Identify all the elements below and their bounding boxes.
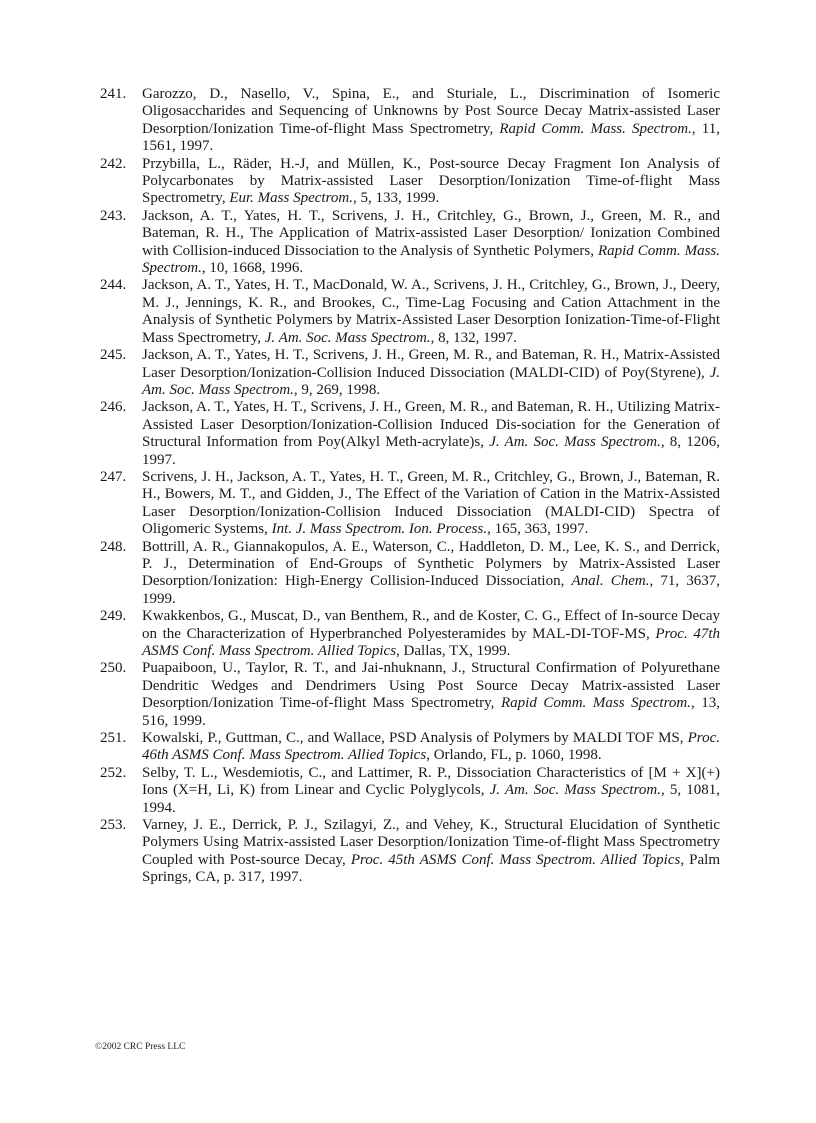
reference-segment: Jackson, A. T., Yates, H. T., Scrivens, J. H., Green, M. R., and Bateman, R. H., Matrix-Assisted Laser Desorption/Ionization-Collision Induced Dissociation (MALDI-CID) of Poy(Styrene), bbox=[142, 347, 720, 381]
reference-source: Rapid Comm. Mass. Spectrom. bbox=[142, 242, 721, 277]
reference-number: 246. bbox=[100, 399, 127, 416]
reference-number: 244. bbox=[100, 277, 127, 294]
reference-segment: Przybilla, L., Räder, H.-J, and Müllen, K., Post-source Decay Fragment Ion Analysis of Polycarbonates by Matrix-assisted Laser Desorption/Ionization Time-of-flight Mass Spectrometry, bbox=[142, 155, 720, 207]
reference-text bbox=[142, 347, 720, 398]
reference-text bbox=[142, 539, 720, 607]
reference-text bbox=[142, 156, 720, 207]
reference-number: 250. bbox=[100, 660, 127, 677]
reference-item bbox=[94, 347, 720, 399]
reference-source: J. Am. Soc. Mass Spectrom. bbox=[264, 329, 431, 346]
reference-list bbox=[94, 86, 720, 887]
reference-text bbox=[142, 277, 720, 345]
reference-number: 251. bbox=[100, 730, 127, 747]
reference-segment: , 5, 1081, 1994. bbox=[142, 782, 721, 816]
copyright-footer: ©2002 CRC Press LLC bbox=[95, 1042, 186, 1052]
reference-number: 245. bbox=[100, 347, 127, 364]
reference-segment: , 5, 133, 1999. bbox=[352, 190, 440, 207]
reference-segment: , 9, 269, 1998. bbox=[293, 381, 381, 398]
reference-text bbox=[142, 208, 720, 276]
reference-number: 249. bbox=[100, 608, 127, 625]
reference-segment: , 165, 363, 1997. bbox=[487, 521, 589, 538]
reference-item bbox=[94, 765, 720, 817]
reference-number: 242. bbox=[100, 155, 127, 172]
reference-segment: , Dallas, TX, 1999. bbox=[396, 643, 511, 659]
reference-segment: , 8, 132, 1997. bbox=[430, 329, 517, 346]
reference-text bbox=[142, 660, 720, 728]
reference-item bbox=[94, 277, 720, 347]
reference-item bbox=[94, 817, 720, 887]
reference-source: Proc. 47th ASMS Conf. Mass Spectrom. Allied Topics bbox=[142, 625, 720, 659]
reference-segment: Kwakkenbos, G., Muscat, D., van Benthem, R., and de Koster, C. G., Effect of In-source Decay on the Characterization of Hyperbranched Polyesteramides by MAL-DI-TOF-MS, bbox=[142, 608, 720, 642]
reference-segment: Varney, J. E., Derrick, P. J., Szilagyi, Z., and Vehey, K., Structural Elucidation of Synthetic Polymers Using Matrix-assisted Laser Desorption/Ionization Time-of-flight Mass Spectrometry Coupled with Post-source Decay, bbox=[142, 817, 720, 868]
reference-text bbox=[142, 730, 720, 763]
reference-source: Rapid Comm. Mass Spectrom. bbox=[500, 695, 691, 712]
reference-text bbox=[142, 608, 720, 659]
reference-number: 241. bbox=[100, 86, 127, 102]
reference-segment: , 8, 1206, 1997. bbox=[142, 434, 721, 468]
reference-item bbox=[94, 608, 720, 660]
reference-segment: , 11, 1561, 1997. bbox=[142, 120, 720, 155]
reference-segment: Jackson, A. T., Yates, H. T., Scrivens, J. H., Green, M. R., and Bateman, R. H., Utilizing Matrix-Assisted Laser Desorption/Ionization-Collision Induced Dis-sociation for the Generation of Structural Information from Poy(Alkyl Meth-acrylate)s, bbox=[142, 399, 720, 451]
reference-segment: , 13, 516, 1999. bbox=[142, 695, 720, 729]
reference-source: Proc. 46th ASMS Conf. Mass Spectrom. Allied Topics bbox=[142, 730, 720, 764]
reference-segment: , 10, 1668, 1996. bbox=[201, 260, 304, 277]
reference-source: J. Am. Soc. Mass Spectrom. bbox=[142, 364, 720, 398]
reference-segment: , 71, 3637, 1999. bbox=[142, 573, 721, 607]
reference-text bbox=[142, 469, 720, 537]
reference-number: 248. bbox=[100, 538, 127, 555]
reference-text bbox=[142, 399, 720, 467]
reference-number: 253. bbox=[100, 817, 127, 834]
reference-text bbox=[142, 817, 720, 885]
reference-segment: , Orlando, FL, p. 1060, 1998. bbox=[426, 747, 602, 764]
reference-segment: Kowalski, P., Guttman, C., and Wallace, PSD Analysis of Polymers by MALDI TOF MS, bbox=[142, 730, 688, 747]
reference-source: Eur. Mass Spectrom. bbox=[229, 190, 353, 207]
reference-number: 252. bbox=[100, 764, 127, 781]
reference-item bbox=[94, 660, 720, 730]
reference-segment: Jackson, A. T., Yates, H. T., Scrivens, J. H., Critchley, G., Brown, J., Green, M. R., and Bateman, R. H., The Application of Matrix-assisted Laser Desorption/ Ionization Combined with Collision-induced Dissociation to the Analysis of Synthetic Polymers, bbox=[142, 207, 720, 259]
reference-segment: Jackson, A. T., Yates, H. T., MacDonald, W. A., Scrivens, J. H., Critchley, G., Brown, J., Deery, M. J., Jennings, K. R., and Brookes, C., Time-Lag Focusing and Cation Attachment in the Analysis of Synthetic Polymers by Matrix-Assisted Laser Desorption Ionization-Time-of-Flight Mass Spectrometry, bbox=[142, 277, 720, 346]
reference-segment: Bottrill, A. R., Giannakopulos, A. E., Waterson, C., Haddleton, D. M., Lee, K. S., and Derrick, P. J., Determination of End-Groups of Synthetic Polymers by Matrix-Assisted Laser Desorption/Ionization: High-Energy Collision-Induced Dissociation, bbox=[142, 538, 720, 590]
reference-item bbox=[94, 730, 720, 765]
reference-segment: Scrivens, J. H., Jackson, A. T., Yates, H. T., Green, M. R., Critchley, G., Brown, J., Bateman, R. H., Bowers, M. T., and Gidden, J., The Effect of the Variation of Cation in the Matrix-Assisted Laser Desorption/Ionization-Collision Induced Dissociation (MALDI-CID) Spectra of Oligomeric Systems, bbox=[142, 468, 720, 538]
reference-source: Rapid Comm. Mass. Spectrom. bbox=[499, 120, 692, 137]
reference-source: J. Am. Soc. Mass Spectrom. bbox=[489, 434, 661, 451]
reference-text bbox=[142, 765, 720, 816]
reference-item bbox=[94, 156, 720, 208]
reference-segment: Puapaiboon, U., Taylor, R. T., and Jai-nhuknann, J., Structural Confirmation of Polyurethane Dendritic Wedges and Dendrimers Using Post Source Decay Matrix-assisted Laser Desorption/Ionization Time-of-flight Mass Spectrometry, bbox=[142, 660, 720, 712]
reference-source: J. Am. Soc. Mass Spectrom. bbox=[489, 782, 661, 799]
reference-item bbox=[94, 86, 720, 156]
reference-item bbox=[94, 399, 720, 469]
reference-item bbox=[94, 469, 720, 539]
reference-segment: Garozzo, D., Nasello, V., Spina, E., and Sturiale, L., Discrimination of Isomeric Oligosaccharides and Sequencing of Unknowns by Post Source Decay Matrix-assisted Laser Desorption/Ionization Time-of-flight Mass Spectrometry, bbox=[142, 86, 720, 137]
reference-segment: , Palm Springs, CA, p. 317, 1997. bbox=[142, 851, 720, 886]
reference-number: 243. bbox=[100, 207, 127, 224]
reference-text bbox=[142, 86, 720, 154]
reference-source: Int. J. Mass Spectrom. Ion. Process. bbox=[271, 521, 488, 538]
reference-source: Anal. Chem. bbox=[571, 573, 650, 590]
reference-source: Proc. 45th ASMS Conf. Mass Spectrom. Allied Topics bbox=[350, 851, 681, 868]
reference-item bbox=[94, 539, 720, 609]
reference-segment: Selby, T. L., Wesdemiotis, C., and Lattimer, R. P., Dissociation Characteristics of [M + X](+) Ions (X=H, Li, K) from Linear and Cyclic Polyglycols, bbox=[142, 764, 720, 799]
reference-number: 247. bbox=[100, 468, 127, 485]
reference-item bbox=[94, 208, 720, 278]
